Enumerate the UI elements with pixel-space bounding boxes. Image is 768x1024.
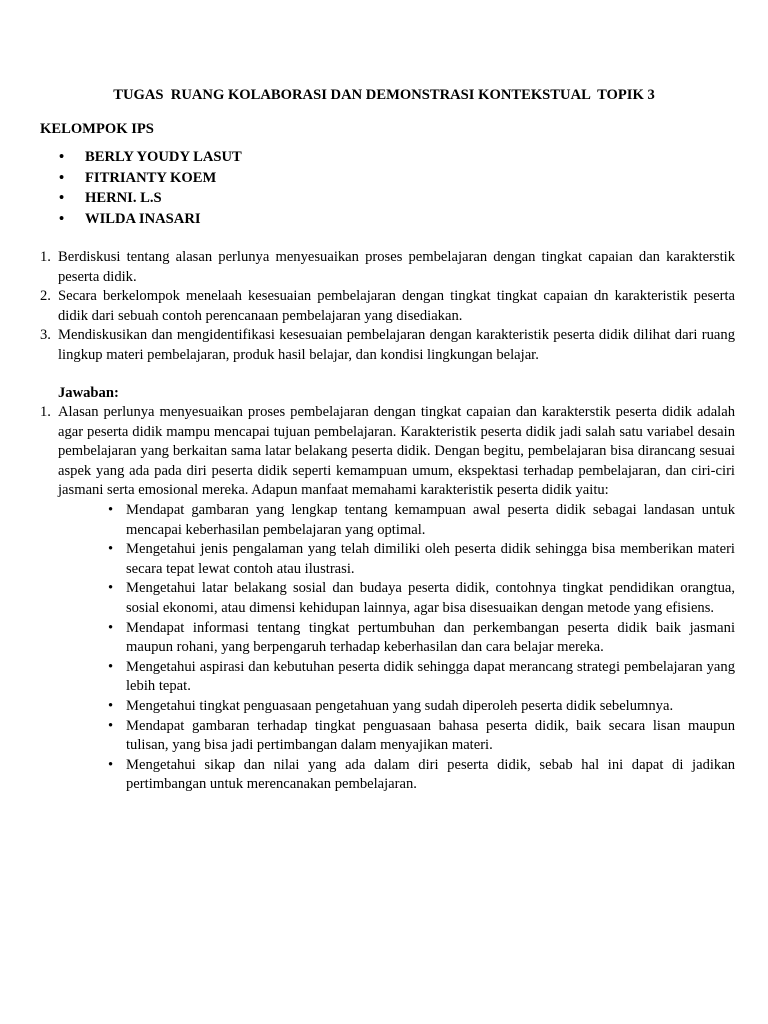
bullet-icon: • [59,210,65,227]
task-list [40,248,735,366]
task-text: Secara berkelompok menelaah kesesuaian pembelajaran dengan tingkat tingkat capaian dn karakteristik peserta didik dari sebuah contoh perencanaan pembelajaran yang disediakan. [58,288,735,324]
benefit-item [108,619,735,658]
benefit-item [108,697,735,717]
benefit-text: Mengetahui latar belakang sosial dan budaya peserta didik, contohnya tingkat pendidikan orangtua, sosial ekonomi, atau dimensi kehidupan lainnya, agar bisa disesuaikan dengan metode yang efisiens. [126,580,735,616]
document-title: TUGAS RUANG KOLABORASI DAN DEMONSTRASI KONTEKSTUAL TOPIK 3 [113,87,655,103]
benefit-item [108,540,735,579]
answer-item [40,403,735,795]
member-item [40,169,740,190]
member-item [40,189,740,210]
task-item [40,248,735,287]
benefit-text: Mengetahui tingkat penguasaan pengetahuan yang sudah diperoleh peserta didik sebelumnya. [126,697,674,714]
answer-heading: Jawaban: [58,385,119,401]
bullet-icon: • [59,149,65,165]
member-name: FITRIANTY KOEM [85,169,217,186]
benefit-text: Mengetahui jenis pengalaman yang telah dimiliki oleh peserta didik sehingga bisa memberikan materi secara tepat lewat contoh atau ilustrasi. [126,541,735,577]
bullet-icon: • [108,541,114,558]
task-item [40,326,735,365]
task-number: 3. [40,327,51,344]
benefit-item [108,658,735,697]
benefit-item [108,579,735,618]
benefit-item [108,756,735,795]
benefit-item [108,501,735,540]
benefit-text: Mendapat gambaran yang lengkap tentang kemampuan awal peserta didik sebagai landasan untuk mencapai keberhasilan pembelajaran yang optimal. [126,501,735,538]
answer-number: 1. [40,404,51,420]
bullet-icon: • [108,619,114,636]
member-name: HERNI. L.S [85,190,162,206]
task-item [40,287,735,326]
benefit-item [108,717,735,756]
bullet-icon: • [108,580,114,597]
task-number: 1. [40,249,51,265]
member-item [40,148,740,169]
bullet-icon: • [108,658,114,675]
benefit-text: Mendapat informasi tentang tingkat pertumbuhan dan perkembangan peserta didik baik jasmani maupun rohani, yang berpengaruh terhadap keberhasilan dan cara belajar mereka. [126,619,735,656]
member-list [40,148,740,230]
bullet-icon: • [59,169,65,186]
bullet-icon: • [108,756,114,773]
bullet-icon: • [108,717,114,734]
answer-list [40,403,735,795]
answer-text: Alasan perlunya menyesuaikan proses pembelajaran dengan tingkat capaian dan karakterstik peserta didik adalah agar peserta didik mampu mencapai tujuan pembelajaran. Karakteristik peserta didik jadi salah satu variabel desain pembelajaran yang berkaitan sama latar belakang peserta didik. Dengan begitu, pembelajaran bisa dirancang sesuai aspek yang ada pada diri peserta didik seperti kemampuan umum, ekspektasi terhadap pembelajaran, dan ciri-ciri jasmani serta emosional mereka. Adapun manfaat memahami karakteristik peserta didik yaitu: [58,404,735,499]
task-text: Berdiskusi tentang alasan perlunya menyesuaikan proses pembelajaran dengan tingkat capaian dan karakterstik peserta didik. [58,249,735,285]
member-item [40,210,740,231]
task-text: Mendiskusikan dan mengidentifikasi kesesuaian pembelajaran dengan karakteristik peserta didik dilihat dari ruang lingkup materi pembelajaran, produk hasil belajar, dan kondisi lingkungan belajar. [58,327,735,363]
bullet-icon: • [108,501,114,518]
group-heading: KELOMPOK IPS [40,121,154,137]
benefit-text: Mengetahui aspirasi dan kebutuhan peserta didik sehingga dapat merancang strategi pembelajaran yang lebih tepat. [126,658,735,695]
benefit-list [108,501,735,795]
task-number: 2. [40,288,51,305]
bullet-icon: • [108,697,114,714]
member-name: WILDA INASARI [85,210,201,227]
benefit-text: Mengetahui sikap dan nilai yang ada dalam diri peserta didik, sebab hal ini dapat di jadikan pertimbangan untuk merencanakan pembelajaran. [126,756,735,793]
bullet-icon: • [59,190,65,206]
benefit-text: Mendapat gambaran terhadap tingkat penguasaan bahasa peserta didik, baik secara lisan maupun tulisan, yang bisa jadi pertimbangan dalam menyajikan materi. [126,717,735,754]
member-name: BERLY YOUDY LASUT [85,149,242,165]
